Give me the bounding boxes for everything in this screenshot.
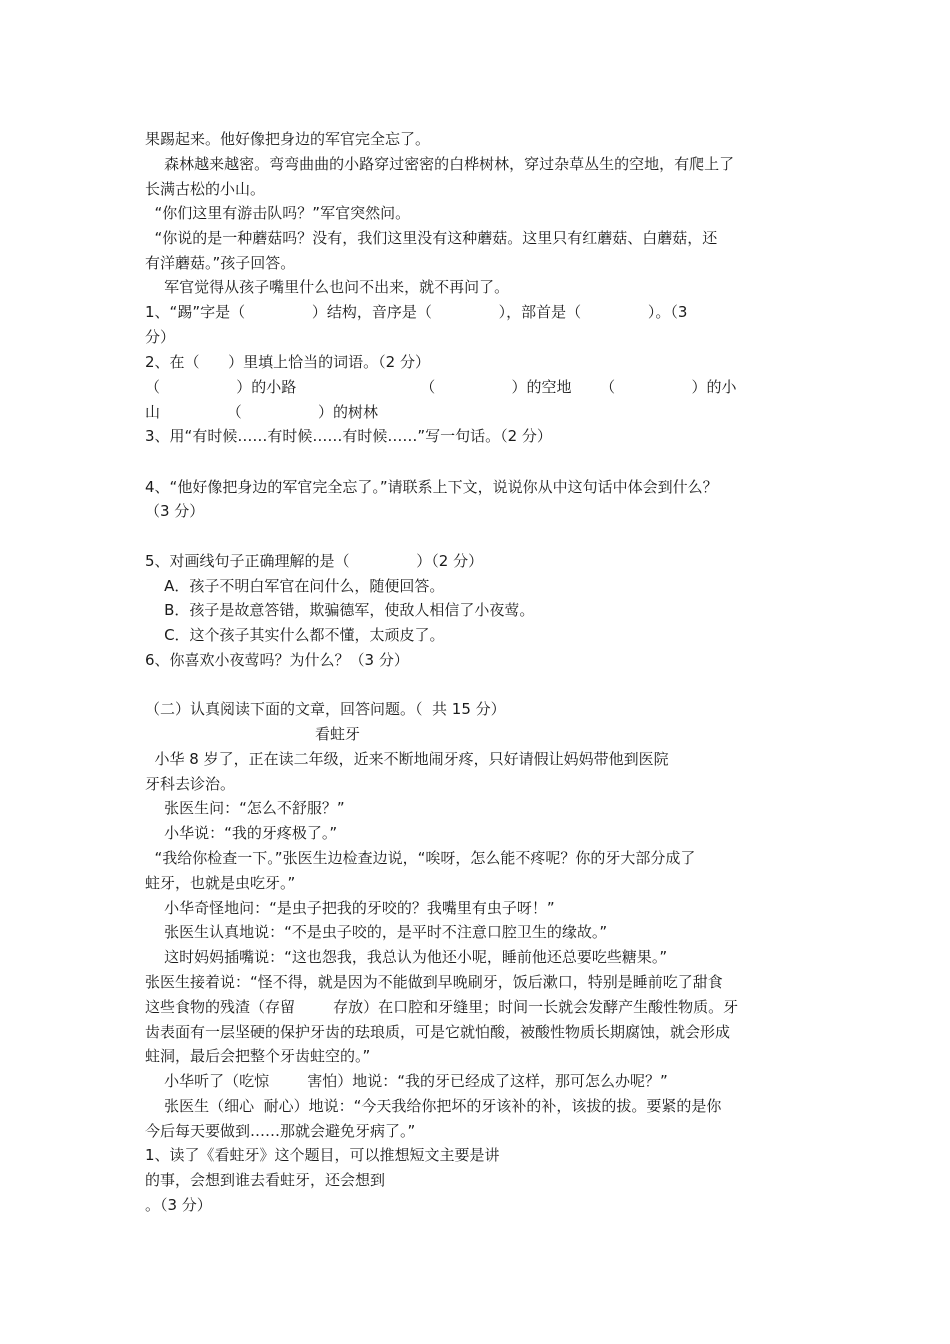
article-title: 看蛀牙	[315, 725, 361, 743]
article-line: 小华 8 岁了，正在读二年级，近来不断地闹牙疼，只好请假让妈妈带他到医院	[145, 750, 669, 768]
question-2-blanks: （ ）的小路 （ ）的空地 （ ）的小	[145, 378, 737, 396]
option-b: B．孩子是故意答错，欺骗德军，使敌人相信了小夜莺。	[145, 601, 535, 619]
question-6: 6、你喜欢小夜莺吗？为什么？（3 分）	[145, 651, 409, 669]
question-2: 2、在（ ）里填上恰当的词语。（2 分）	[145, 353, 430, 371]
article-line: 牙科去诊治。	[145, 775, 236, 793]
article-line: 小华奇怪地问：“是虫子把我的牙咬的？我嘴里有虫子呀！”	[145, 899, 555, 917]
question-4: 4、“他好像把身边的军官完全忘了。”请联系上下文，说说你从中这句话中体会到什么？	[145, 478, 718, 496]
article-line: “我给你检查一下。”张医生边检查边说，“唉呀，怎么能不疼呢？你的牙大部分成了	[145, 849, 696, 867]
passage-line: 军官觉得从孩子嘴里什么也问不出来，就不再问了。	[145, 278, 510, 296]
question-1-cont: 分）	[145, 328, 176, 346]
article-line: 这时妈妈插嘴说：“这也怨我，我总认为他还小呢，睡前他还总要吃些糖果。”	[145, 948, 668, 966]
question-2-blanks-cont: 山 （ ）的树林	[145, 403, 379, 421]
option-a: A．孩子不明白军官在问什么，随便回答。	[145, 577, 445, 595]
question-3: 3、用“有时候……有时候……有时候……”写一句话。（2 分）	[145, 427, 552, 445]
article-line: 蛀洞，最后会把整个牙齿蛀空的。”	[145, 1047, 371, 1065]
passage-line: 有洋蘑菇。”孩子回答。	[145, 254, 296, 272]
article-question-1-cont: 的事，会想到谁去看蛀牙，还会想到	[145, 1171, 386, 1189]
section-heading: （二）认真阅读下面的文章，回答问题。（ 共 15 分）	[145, 700, 506, 718]
article-line: 今后每天要做到……那就会避免牙病了。”	[145, 1122, 416, 1140]
article-line: 张医生（细心 耐心）地说：“今天我给你把坏的牙该补的补，该拔的拔。要紧的是你	[145, 1097, 722, 1115]
passage-line: 森林越来越密。弯弯曲曲的小路穿过密密的白桦树林，穿过杂草丛生的空地，有爬上了	[145, 155, 735, 173]
article-line: 蛀牙，也就是虫吃牙。”	[145, 874, 296, 892]
question-5: 5、对画线句子正确理解的是（ ）（2 分）	[145, 552, 484, 570]
passage-line: 长满古松的小山。	[145, 180, 266, 198]
article-line: 小华说：“我的牙疼极了。”	[145, 824, 338, 842]
passage-line: “你们这里有游击队吗？”军官突然问。	[145, 204, 411, 222]
article-question-1-cont: 。（3 分）	[145, 1196, 212, 1214]
article-line: 张医生接着说：“怪不得，就是因为不能做到早晚刷牙，饭后漱口，特别是睡前吃了甜食	[145, 973, 723, 991]
option-c: C．这个孩子其实什么都不懂，太顽皮了。	[145, 626, 445, 644]
article-line: 小华听了（吃惊 害怕）地说：“我的牙已经成了这样，那可怎么办呢？”	[145, 1072, 668, 1090]
question-4-cont: （3 分）	[145, 502, 205, 520]
article-question-1: 1、读了《看蛀牙》这个题目，可以推想短文主要是讲	[145, 1146, 500, 1164]
article-line: 张医生认真地说：“不是虫子咬的，是平时不注意口腔卫生的缘故。”	[145, 923, 608, 941]
passage-line: “你说的是一种蘑菇吗？没有，我们这里没有这种蘑菇。这里只有红蘑菇、白蘑菇，还	[145, 229, 718, 247]
question-1: 1、“踢”字是（ ）结构，音序是（ ），部首是（ ）。（3	[145, 303, 688, 321]
passage-line: 果踢起来。他好像把身边的军官完全忘了。	[145, 130, 431, 148]
article-line: 张医生问：“怎么不舒服？”	[145, 799, 345, 817]
article-line: 齿表面有一层坚硬的保护牙齿的珐琅质，可是它就怕酸，被酸性物质长期腐蚀，就会形成	[145, 1023, 731, 1041]
article-line: 这些食物的残渣（存留 存放）在口腔和牙缝里；时间一长就会发酵产生酸性物质。牙	[145, 998, 739, 1016]
